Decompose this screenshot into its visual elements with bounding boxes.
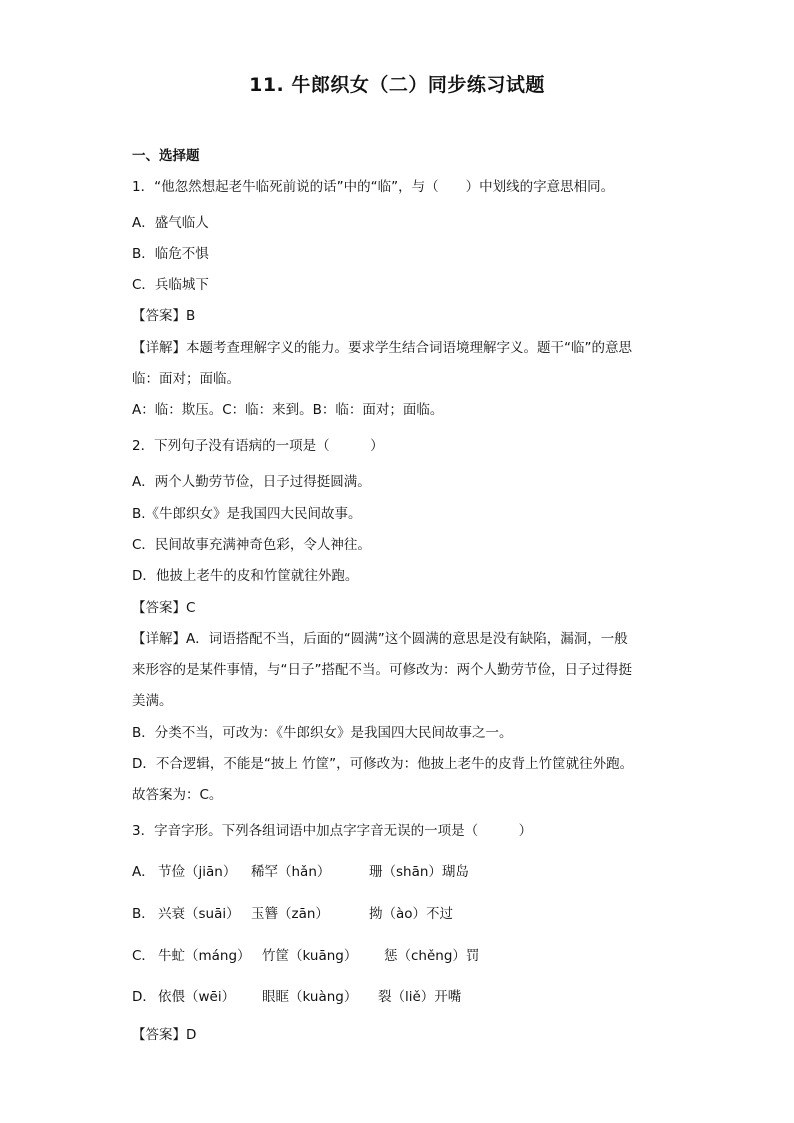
question-1-option-b: B．临危不惧 (132, 246, 209, 262)
option-word: 依偎（wēi） (158, 989, 236, 1005)
option-word: 节俭（jiān） (158, 864, 237, 880)
question-1-option-c: C．兵临城下 (132, 277, 209, 293)
question-3-option-b (132, 904, 672, 924)
question-1-option-a: A．盛气临人 (132, 215, 209, 231)
option-word: 稀罕（hǎn） (251, 864, 331, 880)
option-word: 眼眶（kuàng） (262, 989, 358, 1005)
section-heading: 一、选择题 (132, 148, 200, 164)
question-2-stem: 2．下列句子没有语病的一项是（ ） (132, 438, 384, 454)
question-1-detail-line: A：临：欺压。C：临：来到。B：临：面对；面临。 (132, 402, 444, 418)
question-3-option-c (132, 946, 672, 966)
question-2-option-b: B.《牛郎织女》是我国四大民间故事。 (132, 506, 362, 522)
option-word: 竹筐（kuāng） (262, 948, 358, 964)
option-word: 裂（liě）开嘴 (378, 989, 462, 1005)
question-2-detail-line: 来形容的是某件事情，与“日子”搭配不当。可修改为：两个人勤劳节俭，日子过得挺 (132, 662, 632, 678)
question-2-option-d: D．他披上老牛的皮和竹筐就往外跑。 (132, 568, 359, 584)
question-3-answer: 【答案】D (132, 1027, 197, 1043)
option-word: 拗（ào）不过 (369, 906, 454, 922)
question-1-detail-line: 【详解】本题考查理解字义的能力。要求学生结合词语境理解字义。题干“临”的意思 (132, 340, 632, 356)
option-word: 珊（shān）瑚岛 (369, 864, 469, 880)
question-3-option-a (132, 862, 672, 882)
question-2-detail-line: 故答案为：C。 (132, 787, 223, 803)
option-word: 兴衰（suāi） (158, 906, 240, 922)
option-label: B． (132, 906, 155, 922)
question-2-detail-line: D．不合逻辑，不能是“披上 竹筐”，可修改为：他披上老牛的皮背上竹筐就往外跑。 (132, 756, 634, 772)
question-1-stem: 1．“他忽然想起老牛临死前说的话”中的“临”，与（ ）中划线的字意思相同。 (132, 179, 615, 195)
question-2-detail-line: B．分类不当，可改为：《牛郎织女》是我国四大民间故事之一。 (132, 725, 513, 741)
option-word: 惩（chěng）罚 (384, 948, 480, 964)
option-word: 玉簪（zān） (251, 906, 329, 922)
question-2-option-c: C．民间故事充满神奇色彩，令人神往。 (132, 537, 371, 553)
question-1-answer: 【答案】B (132, 308, 196, 324)
page-title: 11. 牛郎织女（二）同步练习试题 (249, 74, 545, 96)
question-3-stem: 3．字音字形。下列各组词语中加点字字音无误的一项是（ ） (132, 823, 533, 839)
question-1-detail-line: 临：面对；面临。 (132, 371, 240, 387)
question-2-detail-line: 【详解】A．词语搭配不当，后面的“圆满”这个圆满的意思是没有缺陷，漏洞，一般 (132, 631, 628, 647)
question-2-option-a: A．两个人勤劳节俭，日子过得挺圆满。 (132, 474, 371, 490)
question-3-option-d (132, 987, 672, 1007)
option-label: C． (132, 948, 155, 964)
option-word: 牛虻（máng） (158, 948, 251, 964)
option-label: D． (132, 989, 156, 1005)
question-2-answer: 【答案】C (132, 600, 196, 616)
option-label: A． (132, 864, 155, 880)
question-2-detail-line: 美满。 (132, 693, 173, 709)
